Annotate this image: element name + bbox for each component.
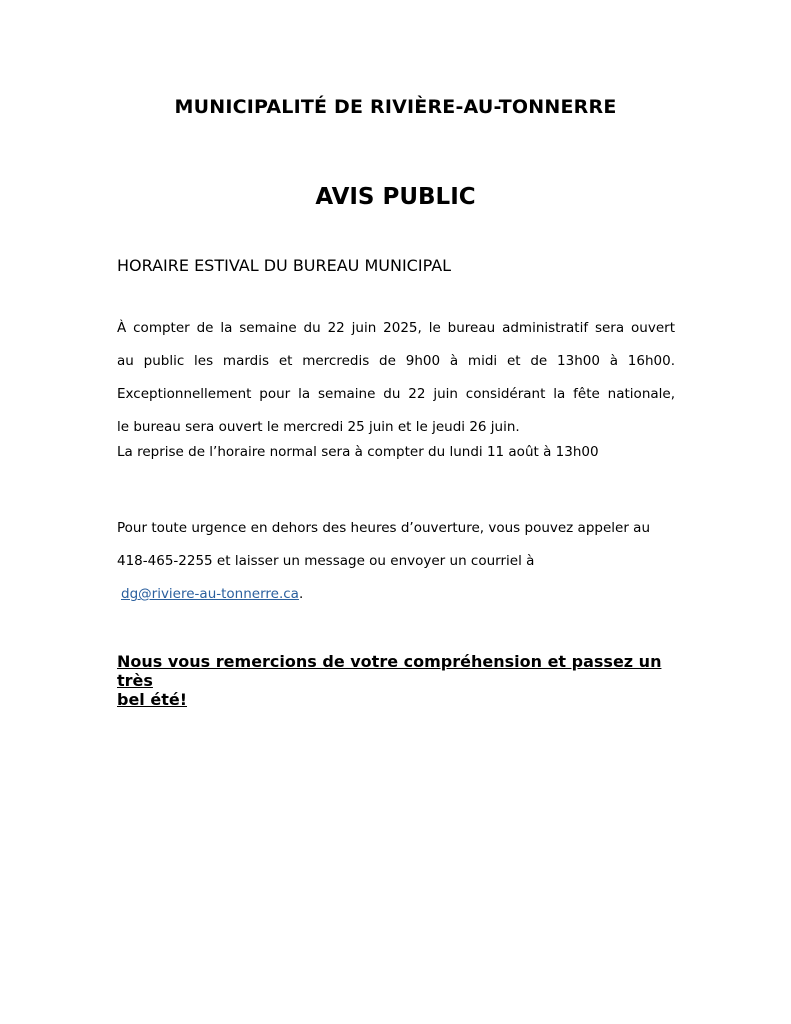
schedule-line-4: le bureau sera ouvert le mercredi 25 juin et le jeudi 26 juin. xyxy=(117,419,520,435)
notice-title: AVIS PUBLIC xyxy=(315,184,476,210)
schedule-line-1: À compter de la semaine du 22 juin 2025, le bureau administratif sera ouvert xyxy=(117,320,675,336)
schedule-line-2: au public les mardis et mercredis de 9h00 à midi et de 13h00 à 16h00. xyxy=(117,353,675,369)
contact-line-1: Pour toute urgence en dehors des heures d’ouverture, vous pouvez appeler au xyxy=(117,520,650,536)
contact-paragraph xyxy=(117,520,675,610)
closing-line-1: Nous vous remercions de votre compréhension et passez un très xyxy=(117,652,662,690)
contact-line-2: 418-465-2255 et laisser un message ou envoyer un courriel à xyxy=(117,553,535,569)
email-suffix: . xyxy=(298,586,304,602)
schedule-paragraph xyxy=(117,320,675,480)
section-heading: HORAIRE ESTIVAL DU BUREAU MUNICIPAL xyxy=(117,256,452,275)
email-line xyxy=(121,586,303,602)
schedule-line-3: Exceptionnellement pour la semaine du 22 juin considérant la fête nationale, xyxy=(117,386,675,402)
schedule-line-5: La reprise de l’horaire normal sera à compter du lundi 11 août à 13h00 xyxy=(117,444,599,460)
email-link[interactable]: dg@riviere-au-tonnerre.ca xyxy=(121,586,299,602)
closing-line-2: bel été! xyxy=(117,690,188,709)
municipality-title: MUNICIPALITÉ DE RIVIÈRE-AU-TONNERRE xyxy=(174,96,617,118)
